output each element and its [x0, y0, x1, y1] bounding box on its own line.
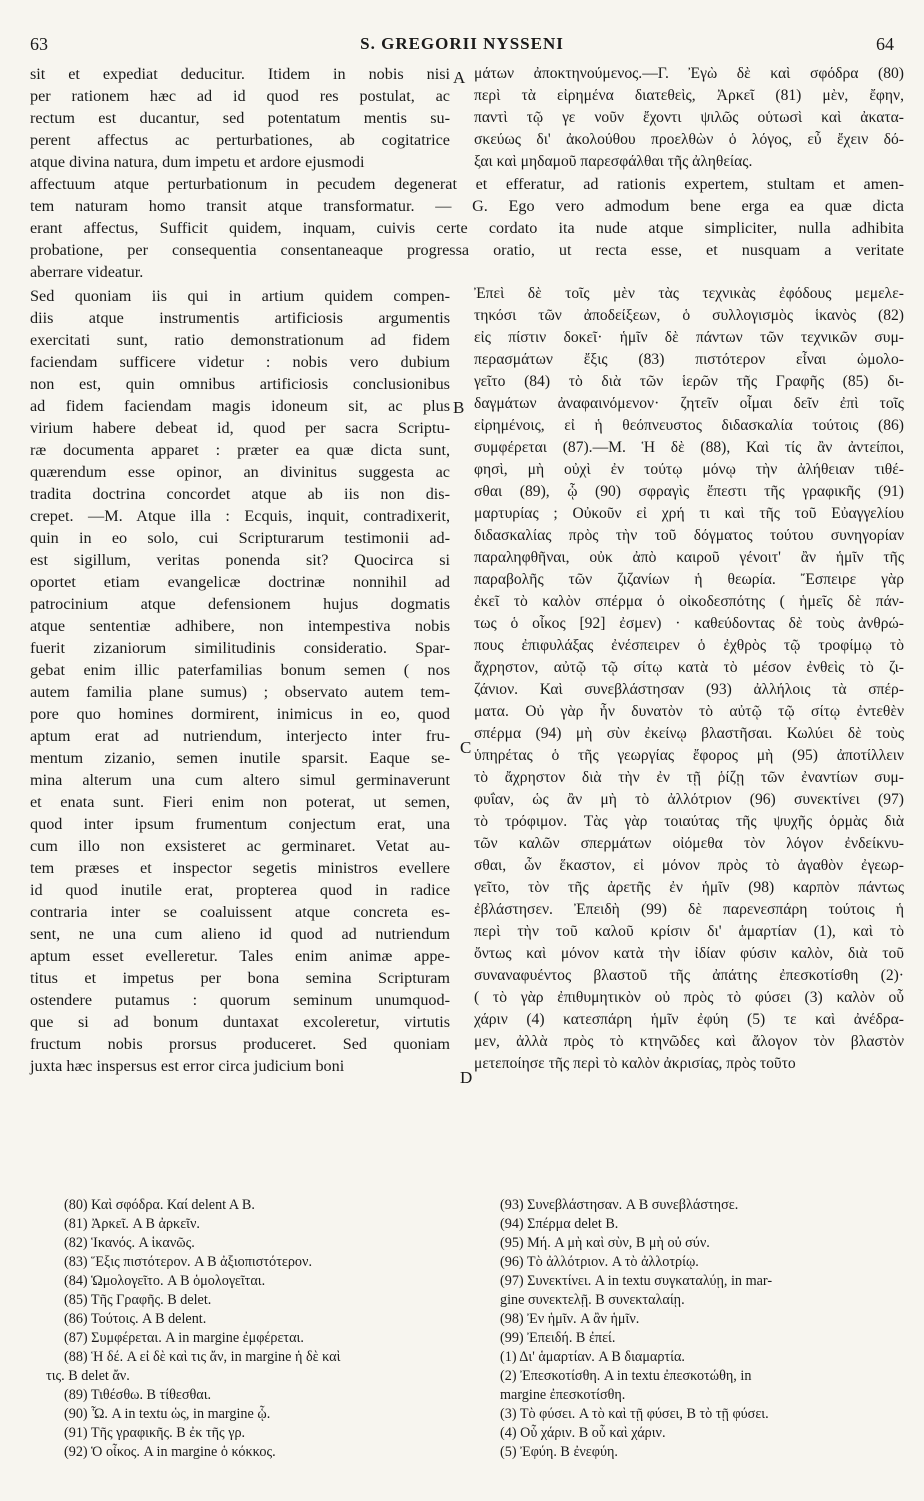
grk-line: ἐβλάστησεν. Ἐπειδὴ (99) δὲ παρενεσπάρη τούτοις ἡ [474, 901, 904, 918]
footnote: (95) Μή. A μὴ καὶ σὺν, B μὴ οὐ σύν. [500, 1235, 710, 1251]
lat-line: fructum nobis prorsus produceret. Sed quoniam [30, 1035, 450, 1053]
grk-line: διδασκαλίας πρὸς τὴν τοῦ δόγματος τούτου συνηγορίαν [474, 527, 904, 544]
grk-line: τως ὁ οἶκος [92] ἐσμεν) · καθεύδοντας δὲ τοὺς ἀνθρώ- [474, 615, 904, 632]
lat-line: juxta hæc inspersus est error circa judicium boni [30, 1057, 345, 1075]
lat-line: faciendam sufficere videtur : nobis vero dubium [30, 353, 450, 371]
page-number-right: 64 [876, 34, 894, 54]
footnote: (82) Ἱκανός. A ἱκανῶς. [64, 1235, 195, 1251]
grk-line: γεῖτο (84) τὸ διὰ τῶν ἱερῶν τῆς Γραφῆς (85) δι- [474, 373, 904, 390]
footnote: (85) Τῆς Γραφῆς. B delet. [64, 1292, 212, 1308]
top-grk-line: ξαι καὶ μηδαμοῦ παρεσφάλθαι τῆς ἀληθείας. [474, 153, 753, 170]
footnote: τις. B delet ἄν. [46, 1368, 130, 1384]
lat-line: contraria inter se coaluissent atque concreta es- [30, 903, 450, 921]
footnote: (4) Οὗ χάριν. B οὗ καὶ χάριν. [500, 1425, 666, 1441]
grk-line: παραβολῆς τῶν ζιζανίων ἡ θεωρία. Ἔσπειρε γὰρ [474, 571, 904, 588]
footnote: (80) Καὶ σφόδρα. Καί delent A B. [64, 1197, 255, 1213]
grk-line: σθαι, ὧν ἕκαστον, εἰ μόνον πρὸς τὸ ἀγαθὸν ἐγεωρ- [474, 857, 904, 874]
lat-line: aptum esset evelleretur. Tales enim animæ appe- [30, 947, 450, 965]
lat-line: titus et impetus per bona semina Scripturam [30, 969, 450, 987]
margin-letter-b: B [453, 398, 465, 417]
grk-line: πους ἐπιφυλάξας ἐνέσπειρεν ὁ ἐχθρὸς τῷ τροφίμῳ τὸ [474, 637, 904, 654]
grk-line: μετεποίησε τῆς περὶ τὸ καλὸν ἀκρισίας, πρὸς τοῦτο [474, 1055, 796, 1072]
top-lat-line: rectum est ducantur, sed potentatum mentis su- [30, 109, 450, 127]
lat-line: quin in eo solo, cui Scripturarum testimonii ad- [30, 529, 450, 547]
footnote: (99) Ἐπειδή. B ἐπεί. [500, 1330, 616, 1346]
lat-line: crepet. —M. Atque illa : Ecquis, inquit, contradixerit, [30, 507, 450, 525]
lat-line: ræ documenta apparet : præter ea quæ dicta sunt, [30, 441, 450, 459]
lat-line: ostendere putamus : quorum seminum unumquod- [30, 991, 450, 1009]
lat-line: id quod inutile erat, propterea quod in radice [30, 881, 450, 899]
lat-line: mina alterum una cum altero simul germinaverunt [30, 771, 450, 789]
lat-line: cum illo non exsisteret ac germinaret. Vetat au- [30, 837, 450, 855]
top-grk-line: περὶ τὰ εἰρημένα διατεθεὶς, Ἀρκεῖ (81) μὲν, ἔφην, [474, 87, 904, 104]
top-grk-line: παντὶ τῷ γε νοῦν ἔχοντι ψιλῶς οὑτωσὶ καὶ ἀκατα- [474, 109, 904, 126]
top-lat-line: atque divina natura, dum impetu et ardore ejusmodi [30, 153, 365, 171]
grk-line: παραληφθῆναι, οὐκ ἀπὸ καιροῦ γένοιτ' ἂν ἡμῖν τῆς [474, 549, 904, 566]
grk-line: ὄντως καὶ μόνον κατὰ τὴν ἰδίαν φύσιν καλὸν, διὰ τοῦ [474, 945, 904, 962]
grk-line: ἐκεῖ τὸ καλὸν σπέρμα ὁ οἰκοδεσπότης ( ἡμεῖς δὲ πάν- [474, 593, 904, 610]
grk-line: τὸ τρόφιμον. Τὰς γὰρ τοιαύτας τῆς ψυχῆς ὁρμὰς διὰ [474, 813, 904, 830]
footnote: (94) Σπέρμα delet B. [500, 1216, 619, 1232]
grk-line: τῶν καλῶν σπερμάτων οἰόμεθα τὸν λόγον ἐνδείκνυ- [474, 835, 904, 852]
lat-line: atque sententiæ adhibere, non intempestiva nobis [30, 617, 450, 635]
top-grk-line: σκεύως δι' ἀκολούθου προελθὼν ὁ λόγος, εὖ ἔχειν δό- [474, 131, 904, 148]
lat-line: quod inter ipsum frumentum conjectum erat, una [30, 815, 450, 833]
grk-line: τηκόσι τῶν ἀποδείξεων, ὁ συλλογισμὸς ἱκανὸς (82) [474, 307, 904, 324]
grk-line: ἄχρηστον, αὐτῷ τῷ σίτῳ κατὰ τὸ μέσον ἐνθεὶς τὸ ζι- [474, 659, 904, 676]
top-lat-line: perent affectus ac perturbationes, ab cogitatrice [30, 131, 450, 149]
top-lat-line: per rationem hæc ad id quod res postulat, ac [30, 87, 450, 105]
footnote: (93) Συνεβλάστησαν. A B συνεβλάστησε. [500, 1197, 739, 1213]
grk-line: τὸ ἄχρηστον διὰ τὴν ἐν τῇ ῥίζῃ τῶν ἐναντίων συμ- [474, 769, 904, 786]
footnote: (1) Δι' ἁμαρτίαν. A B διαμαρτία. [500, 1349, 685, 1365]
grk-line: εἰς πίστιν δοκεῖ· ἡμῖν δὲ πάντων τῶν τεχνικῶν συμ- [474, 329, 904, 346]
footnote: gine συνεκτελῇ. B συνεκταλαίῃ. [500, 1292, 685, 1308]
lat-line: gebat enim illic paterfamilias bonum semen ( nos [30, 661, 450, 679]
page-number-left: 63 [30, 34, 48, 54]
footnote: (96) Τὸ ἀλλότριον. A τὸ ἀλλοτρίῳ. [500, 1254, 699, 1270]
grk-line: σπέρμα (94) μὴ σὺν ἐκείνῳ βλαστῆσαι. Κωλύει δὲ τοὺς [474, 725, 904, 742]
footnote: (5) Ἐφύη. B ἐνεφύη. [500, 1444, 618, 1460]
running-head: S. GREGORII NYSSENI [360, 34, 564, 53]
footnote: (83) Ἕξις πιστότερον. A B ἀξιοπιστότερον. [64, 1254, 312, 1270]
lat-line: tem præses et inspector segetis ministros evellere [30, 859, 450, 877]
grk-line: μεν, ἀλλὰ πρὸς τὸ κτηνῶδες καὶ ἄλογον τὸν βλαστὸν [474, 1033, 904, 1050]
lat-line: que si ad bonum duntaxat excoleretur, virtutis [30, 1013, 450, 1031]
lat-line: aptum erat ad nutriendum, interjecto inter fru- [30, 727, 450, 745]
footnote: (98) Ἐν ἡμῖν. A ἂν ἡμῖν. [500, 1311, 640, 1327]
footnote: (81) Ἀρκεῖ. A B ἀρκεῖν. [64, 1216, 200, 1232]
lat-line: Sed quoniam iis qui in artium quidem compen- [30, 287, 450, 305]
lat-line: autem familia plane sumus) ; observato autem tem- [30, 683, 450, 701]
margin-letter-c: C [460, 738, 472, 757]
lat-line: mentum zizanio, semen inutile sparsit. Eaque se- [30, 749, 450, 767]
grk-line: ὑπηρέτας ὁ τῆς γεωργίας ἔφορος μὴ (95) ἀποτίλλειν [474, 747, 904, 764]
top-lat-line: sit et expediat deducitur. Itidem in nobis nisi [30, 65, 450, 83]
footnote: (89) Τιθέσθω. B τίθεσθαι. [64, 1387, 212, 1403]
lat-line: tradita doctrina concordet atque ab iis non dis- [30, 485, 450, 503]
grk-line: ( τὸ γὰρ ἐπιθυμητικὸν οὐ πρὸς τὸ φύσει (3) καλὸν οὗ [474, 989, 904, 1006]
full-line: erant affectus, Sufficit quidem, inquam, cuivis certe cordato ita nude atque simpliciter, nulla adhibita [30, 219, 904, 237]
full-line: aberrare videatur. [30, 263, 144, 281]
footnote: (2) Ἐπεσκοτίσθη. A in textu ἐπεσκοτώθη, in [500, 1368, 752, 1384]
grk-line: περασμάτων ἔξις (83) πιστότερον εἶναι ὡμολο- [474, 351, 904, 368]
grk-line: δαγμάτων ἀναφαινόμενον· ζητεῖν οἶμαι δεῖν ἐπὶ τοῖς [474, 395, 904, 412]
grk-line: φυΐαν, ὡς ἂν μὴ τὸ ἀλλότριον (96) συνεκτίνει (97) [474, 791, 904, 808]
lat-line: fuerit zizaniorum similitudinis consideratio. Spar- [30, 639, 450, 657]
footnote: (90) Ὧ. A in textu ὡς, in margine ᾧ. [64, 1406, 271, 1422]
lat-line: patrocinium atque defensionem hujus dogmatis [30, 595, 450, 613]
lat-line: exercitati sunt, ratio demonstrationum ad fidem [30, 331, 450, 349]
lat-line: quærendum esse opinor, an divinitus suggesta ac [30, 463, 450, 481]
grk-line: περὶ τὴν τοῦ καλοῦ κρίσιν δι' ἁμαρτίαν (1), καὶ τὸ [474, 923, 904, 940]
grk-line: Ἐπεὶ δὲ τοῖς μὲν τὰς τεχνικὰς ἐφόδους μεμελε- [474, 285, 904, 302]
grk-line: ζάνιον. Καὶ συνεβλάστησαν (93) ἀλλήλοις τὰ σπέρ- [474, 681, 904, 698]
full-line: probatione, per consequentia consentaneaque progressa oratio, ut recta esse, et nusquam a veritate [30, 241, 904, 259]
grk-line: συναναφυέντος βλαστοῦ τῆς ἀπάτης ἐπεσκοτίσθη (2)· [474, 967, 904, 984]
grk-line: μαρτυρίας ; Οὐκοῦν εἰ χρή τι καὶ τῆς τοῦ Εὐαγγελίου [474, 505, 904, 522]
margin-letter-d: D [460, 1068, 473, 1087]
footnote: (92) Ὁ οἶκος. A in margine ὁ κόκκος. [64, 1444, 276, 1460]
lat-line: sent, ne una cum alieno id quod ad nutriendum [30, 925, 450, 943]
grk-line: εἰρημένοις, εἰ ἡ θεόπνευστος διδασκαλία τούτοις (86) [474, 417, 904, 434]
lat-line: diis atque instrumentis artificiosis argumentis [30, 309, 450, 327]
top-grk-line: μάτων ἀποκτηνούμενος.—Γ. Ἐγὼ δὲ καὶ σφόδρα (80) [474, 65, 904, 82]
lat-line: virium habere debeat id, quod per sacra Scriptu- [30, 419, 450, 437]
footnote: (84) Ὡμολογεῖτο. A B ὁμολογεῖται. [64, 1273, 266, 1289]
lat-line: est sigillum, veritas ponenda sit? Quocirca si [30, 551, 450, 569]
grk-line: γεῖτο, τὸν τῆς ἀρετῆς ἐν ἡμῖν (98) καρπὸν πάντως [474, 879, 904, 896]
footnote: (87) Συμφέρεται. A in margine ἐμφέρεται. [64, 1330, 304, 1346]
grk-line: φησὶ, μὴ οὐχὶ ἐν τούτῳ μόνῳ τὴν ἀλήθειαν τιθέ- [474, 461, 904, 478]
margin-letter-a: A [453, 68, 466, 87]
grk-line: συμφέρεται (87).—Μ. Ἡ δὲ (88), Καὶ τίς ἂν ἀντείποι, [474, 439, 904, 456]
footnote: (97) Συνεκτίνει. A in textu συγκαταλύῃ, in mar- [500, 1273, 773, 1289]
lat-line: non est, quin omnibus artificiosis conclusionibus [30, 375, 450, 393]
lat-line: et enata sunt. Fieri enim non poterat, ut semen, [30, 793, 450, 811]
footnote: (3) Τὸ φύσει. A τὸ καὶ τῇ φύσει, B τὸ τῇ φύσει. [500, 1406, 769, 1422]
full-line: tem naturam homo transit atque transformatur. — G. Ego vero admodum bene erga ea quæ dicta [30, 197, 904, 215]
grk-line: σθαι (89), ᾧ (90) σφραγὶς ἔπεστι τῆς γραφικῆς (91) [474, 483, 904, 500]
lat-line: pore quo homines dormirent, inimicus in eo, quod [30, 705, 450, 723]
lat-line: oportet etiam evangelicæ doctrinæ nonnihil ad [30, 573, 450, 591]
footnote: (91) Τῆς γραφικῆς. B ἐκ τῆς γρ. [64, 1425, 246, 1441]
page-header [30, 34, 894, 58]
grk-line: χάριν (4) κατεσπάρη ἡμῖν ἐφύη (5) τε καὶ ἀνέδρα- [474, 1011, 904, 1028]
lat-line: ad fidem faciendam magis idoneum sit, ac plus [30, 397, 450, 415]
footnote: margine ἐπεσκοτίσθη. [500, 1387, 626, 1403]
footnote: (86) Τούτοις. A B delent. [64, 1311, 207, 1327]
footnote: (88) Ἡ δέ. A εἰ δὲ καὶ τις ἄν, in margine ἡ δὲ καὶ [64, 1349, 341, 1365]
grk-line: ματα. Οὐ γὰρ ἦν δυνατὸν τὸ αὐτῷ τῷ σίτῳ ἐντεθὲν [474, 703, 904, 720]
full-line: affectuum atque perturbationum in pecudem degenerat et efferatur, ad rationis expertem, stultam et amen- [30, 175, 904, 193]
